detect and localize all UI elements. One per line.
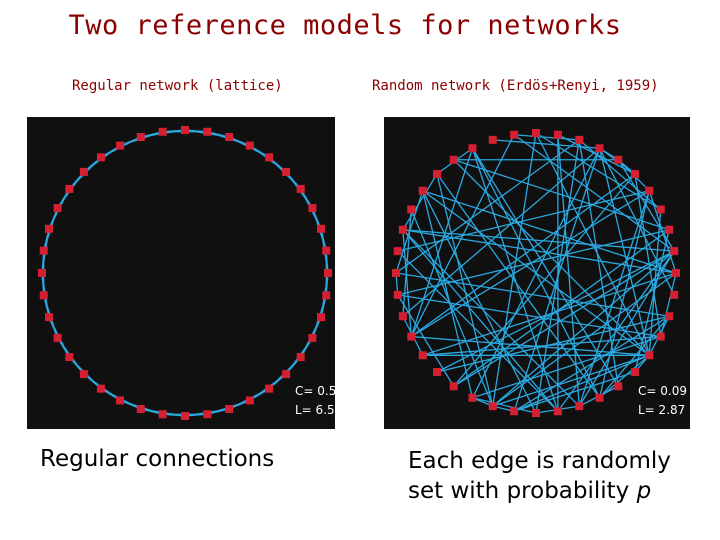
random-node (510, 407, 518, 415)
random-node (450, 382, 458, 390)
regular-caption: Regular connections (40, 446, 275, 472)
lattice-node (181, 412, 189, 420)
lattice-node (97, 153, 105, 161)
random-edge (403, 174, 437, 230)
random-node (596, 144, 604, 152)
lattice-node (317, 225, 325, 233)
lattice-node (159, 128, 167, 136)
random-edge (423, 191, 676, 273)
lattice-node (246, 142, 254, 150)
random-node (394, 247, 402, 255)
lattice-node (265, 153, 273, 161)
lattice-node (45, 313, 53, 321)
lattice-node (246, 396, 254, 404)
random-node (645, 351, 653, 359)
lattice-node (203, 410, 211, 418)
random-node (392, 269, 400, 277)
random-node (614, 156, 622, 164)
random-edge (403, 230, 411, 337)
random-node (596, 394, 604, 402)
lattice-node (203, 128, 211, 136)
random-network-panel (384, 117, 690, 429)
regular-clustering-stat: C= 0.50 (295, 384, 344, 398)
lattice-node (322, 291, 330, 299)
random-node (670, 247, 678, 255)
lattice-node (40, 291, 48, 299)
regular-path-length-stat: L= 6.53 (295, 403, 343, 417)
regular-network-graph (27, 117, 344, 429)
lattice-node (297, 353, 305, 361)
random-node (407, 333, 415, 341)
random-node (614, 382, 622, 390)
random-node (399, 312, 407, 320)
random-node (489, 136, 497, 144)
lattice-node (80, 168, 88, 176)
lattice-node (181, 126, 189, 134)
lattice-node (65, 353, 73, 361)
random-node (532, 129, 540, 137)
lattice-node (225, 405, 233, 413)
random-node (657, 205, 665, 213)
random-edge (411, 135, 514, 337)
random-node (399, 226, 407, 234)
regular-network-panel (27, 117, 344, 429)
lattice-node (324, 269, 332, 277)
lattice-node (97, 385, 105, 393)
lattice-node (137, 405, 145, 413)
random-node (631, 368, 639, 376)
lattice-node (116, 396, 124, 404)
lattice-node (282, 370, 290, 378)
random-node (670, 291, 678, 299)
random-node (433, 170, 441, 178)
random-node (554, 131, 562, 139)
random-node (657, 333, 665, 341)
lattice-node (297, 185, 305, 193)
random-node (468, 144, 476, 152)
lattice-node (282, 168, 290, 176)
random-node (631, 170, 639, 178)
random-node (468, 394, 476, 402)
random-edge (403, 230, 558, 412)
regular-network-nodes (38, 126, 332, 420)
lattice-node (159, 410, 167, 418)
random-edge (403, 230, 579, 406)
lattice-node (308, 204, 316, 212)
lattice-node (322, 247, 330, 255)
lattice-node (137, 133, 145, 141)
lattice-node (80, 370, 88, 378)
random-node (407, 205, 415, 213)
lattice-node (54, 204, 62, 212)
random-node (489, 402, 497, 410)
random-node (433, 368, 441, 376)
regular-network-label: Regular network (lattice) (72, 78, 283, 94)
lattice-node (45, 225, 53, 233)
random-edge (472, 398, 536, 413)
random-node (665, 226, 673, 234)
page-title: Two reference models for networks (68, 10, 622, 41)
lattice-node (65, 185, 73, 193)
lattice-node (54, 334, 62, 342)
lattice-node (38, 269, 46, 277)
random-edge (472, 337, 660, 398)
random-node (575, 136, 583, 144)
random-node (510, 131, 518, 139)
random-caption-text: set with probability (408, 478, 637, 504)
lattice-node (116, 142, 124, 150)
probability-variable: p (636, 478, 652, 504)
random-node (665, 312, 673, 320)
random-network-label: Random network (Erdös+Renyi, 1959) (372, 78, 659, 94)
random-node (554, 407, 562, 415)
random-node (450, 156, 458, 164)
random-node (645, 187, 653, 195)
lattice-node (308, 334, 316, 342)
lattice-node (225, 133, 233, 141)
random-clustering-stat: C= 0.09 (638, 384, 687, 398)
random-caption (408, 446, 671, 506)
random-caption-line2 (408, 476, 671, 506)
random-node (394, 291, 402, 299)
lattice-node (265, 385, 273, 393)
lattice-node (40, 247, 48, 255)
random-node (672, 269, 680, 277)
random-node (575, 402, 583, 410)
random-network-graph (384, 117, 690, 429)
random-path-length-stat: L= 2.87 (638, 403, 686, 417)
random-node (419, 351, 427, 359)
random-edge (411, 148, 472, 336)
random-caption-line1: Each edge is randomly (408, 448, 671, 474)
lattice-node (317, 313, 325, 321)
random-node (532, 409, 540, 417)
random-node (419, 187, 427, 195)
random-edge (454, 251, 675, 386)
